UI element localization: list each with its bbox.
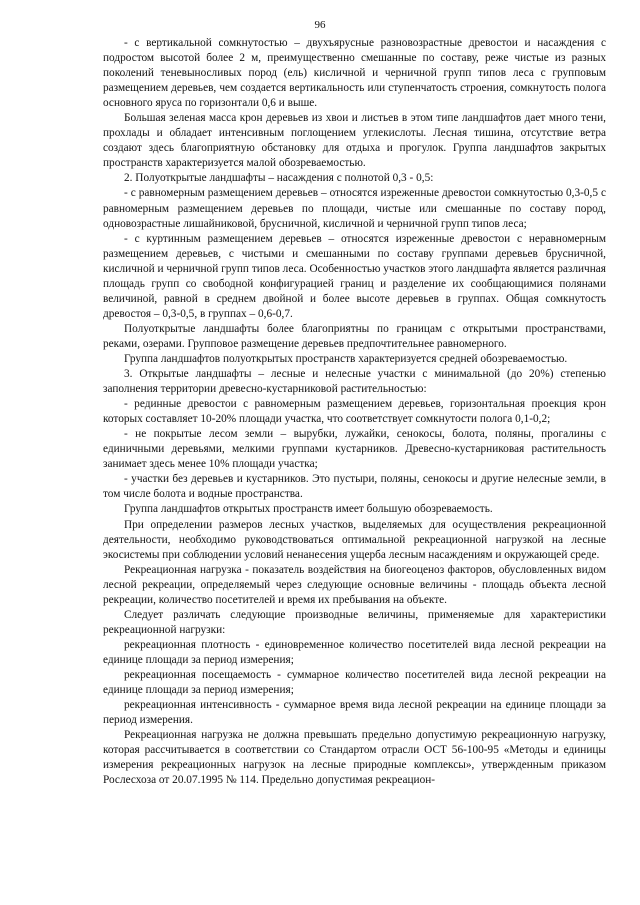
paragraph-derived-quantities: Следует различать следующие производные величины, применяемые для характеристики рекреационной нагрузки:	[103, 608, 606, 636]
paragraph-semi-open-visibility: Группа ландшафтов полуоткрытых пространств характеризуется средней обозреваемостью.	[124, 352, 568, 365]
paragraph-recreational-load-definition: Рекреационная нагрузка - показатель воздействия на биогеоценоз факторов, обусловленных видом лесной рекреации, определяемый через следующие основные величины - площадь объекта лесной рекреации, количество посетителей и время их пребывания на объекте.	[103, 563, 606, 606]
paragraph-recreational-attendance: рекреационная посещаемость - суммарное количество посетителей вида лесной рекреации на единице площади за период измерения;	[103, 668, 606, 697]
paragraph-uniform-placement: - с равномерным размещением деревьев – относятся изреженные древостои сомкнутостью 0,3-0,5 с равномерным размещением деревьев по площади, чистые или смешанные по составу пород, одновозрастные лишайниковой, брусничной, кисличной и черничной групп типов леса;	[103, 187, 606, 230]
paragraph-plot-sizes: При определении размеров лесных участков, выделяемых для осуществления рекреационной деятельности, необходимо руководствоваться оптимальной рекреационной нагрузкой на лесные экосистемы при соблюдении условий ненанесения ущерба лесным насаждениям и окружающей среде.	[103, 518, 606, 561]
paragraph-treeless-areas: - участки без деревьев и кустарников. Это пустыри, поляны, сенокосы и другие нелесные земли, в том числе болота и водные пространства.	[103, 473, 606, 501]
paragraph-semi-open-heading: 2. Полуоткрытые ландшафты – насаждения с полнотой 0,3 - 0,5:	[124, 172, 434, 185]
paragraph-open-heading: 3. Открытые ландшафты – лесные и нелесные участки с минимальной (до 20%) степенью заполнения территории древесно-кустарниковой растительностью:	[103, 368, 606, 396]
paragraph-vertical-closure: - с вертикальной сомкнутостью – двухъярусные разновозрастные древостои и насаждения с подростом высотой более 2 м, преимущественно смешанные по составу, реже чистые из разных поколений теневыносливых пород (ель) кисличной и черничной групп типов леса с групповым размещением деревьев, чем создается вертикальность или ступенчатость строения, сомкнутость полога основного яруса по горизонтали 0,6 и выше.	[103, 37, 606, 110]
paragraph-clump-placement: - с куртинным размещением деревьев – относятся изреженные древостои с неравномерным размещением деревьев, с чистыми и смешанными по составу группами деревьев брусничной, кисличной и черничной групп типов леса. Особенностью участков этого ландшафта является различная площадь групп со свободной конфигурацией границ и разделение их сообщающимися полянами величиной, равной в среднем двойной и более высоте деревьев в группах. Общая сомкнутость древостоя – 0,3-0,5, в группах – 0,6-0,7.	[103, 232, 606, 320]
paragraph-load-limit: Рекреационная нагрузка не должна превышать предельно допустимую рекреационную нагрузку, которая рассчитывается в соответствии со Стандартом отрасли ОСТ 56-100-95 «Методы и единицы измерения рекреационных нагрузок на лесные природные комплексы», утвержденным приказом Рослесхоза от 20.07.1995 № 114. Предельно допустимая рекреацион-	[103, 729, 606, 787]
paragraph-semi-open-borders: Полуоткрытые ландшафты более благоприятны по границам с открытыми пространствами, реками, озерами. Групповое размещение деревьев предпочтительнее равномерного.	[103, 322, 606, 350]
paragraph-unforested-lands: - не покрытые лесом земли – вырубки, лужайки, сенокосы, болота, поляны, прогалины с единичными деревьями, мелкими группами кустарников. Древесно-кустарниковая растительность занимает здесь менее 10% площади участка;	[103, 428, 606, 471]
page-number: 96	[314, 19, 326, 31]
paragraph-recreational-intensity: рекреационная интенсивность - суммарное время вида лесной рекреации на единице площади за период измерения.	[103, 699, 606, 727]
paragraph-sparse-stands: - рединные древостои с равномерным размещением деревьев, горизонтальная проекция крон которых составляет 10-20% площади участка, что соответствует сомкнутости полога 0,1-0,2;	[103, 398, 606, 426]
page-body	[103, 36, 606, 788]
paragraph-open-visibility: Группа ландшафтов открытых пространств имеет большую обозреваемость.	[124, 503, 493, 516]
paragraph-green-mass: Большая зеленая масса крон деревьев из хвои и листьев в этом типе ландшафтов дает много тени, прохлады и обладает интенсивным поглощением углекислоты. Лесная тишина, отсутствие ветра создают здесь благоприятную обстановку для отдыха и прогулок. Группа ландшафтов закрытых пространств характеризуется малой обозреваемостью.	[103, 112, 606, 170]
paragraph-recreational-density: рекреационная плотность - единовременное количество посетителей вида лесной рекреации на единице площади за период измерения;	[103, 638, 606, 666]
